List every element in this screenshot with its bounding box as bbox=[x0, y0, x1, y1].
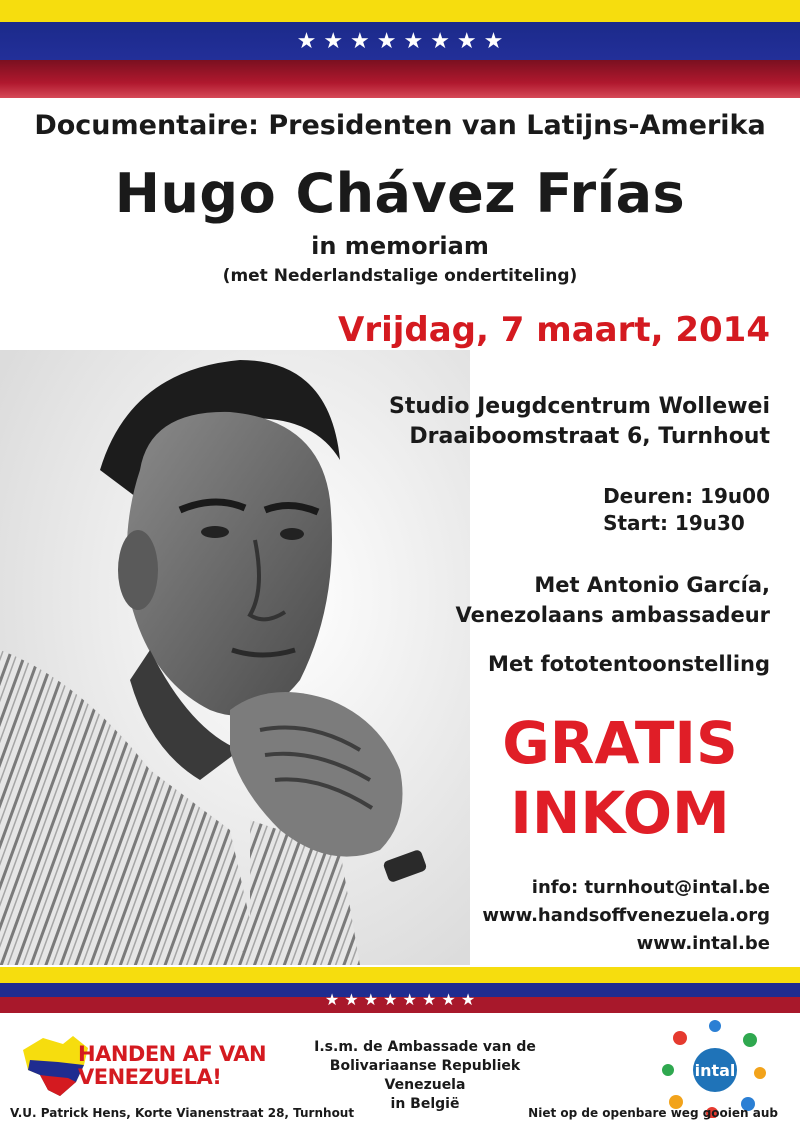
flag-stars: ★ ★ ★ ★ ★ ★ ★ ★ bbox=[296, 28, 504, 54]
guest-line-1: Met Antonio García, bbox=[534, 573, 770, 597]
contact-email[interactable]: info: turnhout@intal.be bbox=[531, 877, 770, 898]
contact-web-2[interactable]: www.intal.be bbox=[636, 933, 770, 954]
venue bbox=[389, 392, 770, 452]
photo-exhibition: Met fototentoonstelling bbox=[488, 652, 770, 676]
litter-notice: Niet op de openbare weg gooien aub bbox=[528, 1106, 778, 1120]
embassy-line-1: I.s.m. de Ambassade van de bbox=[314, 1039, 536, 1055]
embassy-credit bbox=[290, 1038, 560, 1114]
doors-time: Deuren: 19u00 bbox=[603, 484, 770, 508]
documentary-kicker: Documentaire: Presidenten van Latijns-Amerika bbox=[34, 110, 766, 141]
handen-line-1: HANDEN AF VAN bbox=[78, 1042, 267, 1066]
handen-line-2: VENEZUELA! bbox=[78, 1065, 222, 1089]
free-line-1: GRATIS bbox=[502, 709, 738, 777]
poster-title: Hugo Chávez Frías bbox=[114, 162, 686, 225]
publisher-credit: V.U. Patrick Hens, Korte Vianenstraat 28, Turnhout bbox=[10, 1106, 355, 1120]
in-memoriam: in memoriam bbox=[311, 232, 489, 260]
event-date: Vrijdag, 7 maart, 2014 bbox=[338, 310, 770, 350]
intal-logo bbox=[660, 1018, 770, 1118]
embassy-line-3: in België bbox=[390, 1096, 460, 1112]
venue-line-1: Studio Jeugdcentrum Wollewei bbox=[389, 394, 770, 419]
contact-info bbox=[482, 874, 770, 958]
contact-web-1[interactable]: www.handsoffvenezuela.org bbox=[482, 905, 770, 926]
venezuela-flag-banner-bottom bbox=[0, 967, 800, 1013]
schedule bbox=[603, 483, 770, 537]
handen-af-van-venezuela-text bbox=[78, 1043, 266, 1089]
flag-stars-bottom: ★ ★ ★ ★ ★ ★ ★ ★ bbox=[324, 989, 476, 1009]
guest-line-2: Venezolaans ambassadeur bbox=[455, 603, 770, 627]
subtitle-note: (met Nederlandstalige ondertiteling) bbox=[222, 266, 578, 286]
free-line-2: INKOM bbox=[510, 779, 730, 847]
guest bbox=[456, 570, 771, 630]
intal-logo-label: intal bbox=[694, 1061, 736, 1080]
free-entry bbox=[490, 708, 750, 848]
venue-line-2: Draaiboomstraat 6, Turnhout bbox=[409, 424, 770, 449]
venezuela-flag-banner-top bbox=[0, 0, 800, 98]
start-time: Start: 19u30 bbox=[603, 511, 745, 535]
embassy-line-2: Bolivariaanse Republiek Venezuela bbox=[329, 1058, 521, 1093]
